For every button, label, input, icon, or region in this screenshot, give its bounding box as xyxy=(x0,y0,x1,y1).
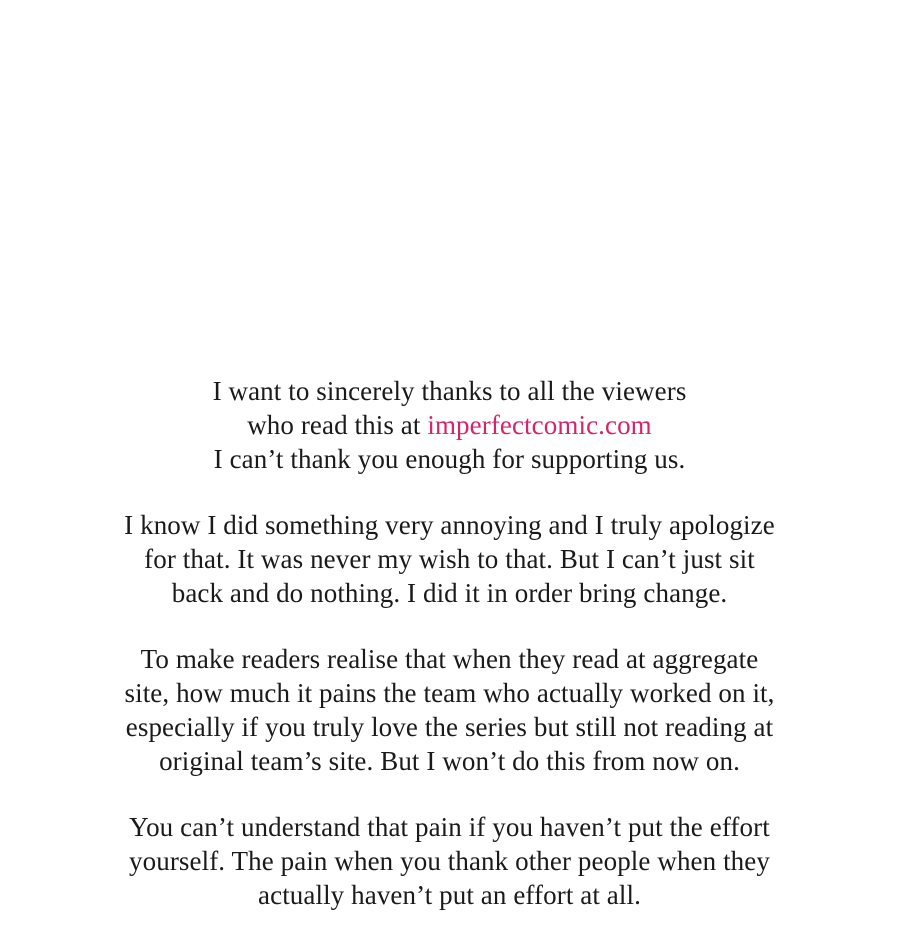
thank-you-notice xyxy=(0,374,899,944)
text-line: yourself. The pain when you thank other people when they xyxy=(129,846,770,876)
text-line: I can’t thank you enough for supporting us. xyxy=(213,444,686,474)
text-line: back and do nothing. I did it in order bring change. xyxy=(171,578,728,608)
text-line: site, how much it pains the team who actually worked on it, xyxy=(124,678,775,708)
paragraph-thanks xyxy=(0,374,899,476)
text-line: You can’t understand that pain if you haven’t put the effort xyxy=(129,812,770,842)
text-line: To make readers realise that when they read at aggregate xyxy=(140,644,759,674)
paragraph-apology xyxy=(0,508,899,610)
paragraph-pain xyxy=(0,810,899,912)
text-line: for that. It was never my wish to that. But I can’t just sit xyxy=(144,544,755,574)
text-line: who read this at xyxy=(247,410,428,440)
text-line-with-link xyxy=(0,408,899,442)
text-line: actually haven’t put an effort at all. xyxy=(258,880,641,910)
text-line: original team’s site. But I won’t do this from now on. xyxy=(159,746,740,776)
text-line: I want to sincerely thanks to all the viewers xyxy=(212,376,687,406)
text-line: especially if you truly love the series but still not reading at xyxy=(125,712,774,742)
site-link[interactable]: imperfectcomic.com xyxy=(427,410,652,440)
text-line: I know I did something very annoying and I truly apologize xyxy=(124,510,775,540)
paragraph-aggregate-sites xyxy=(0,642,899,778)
